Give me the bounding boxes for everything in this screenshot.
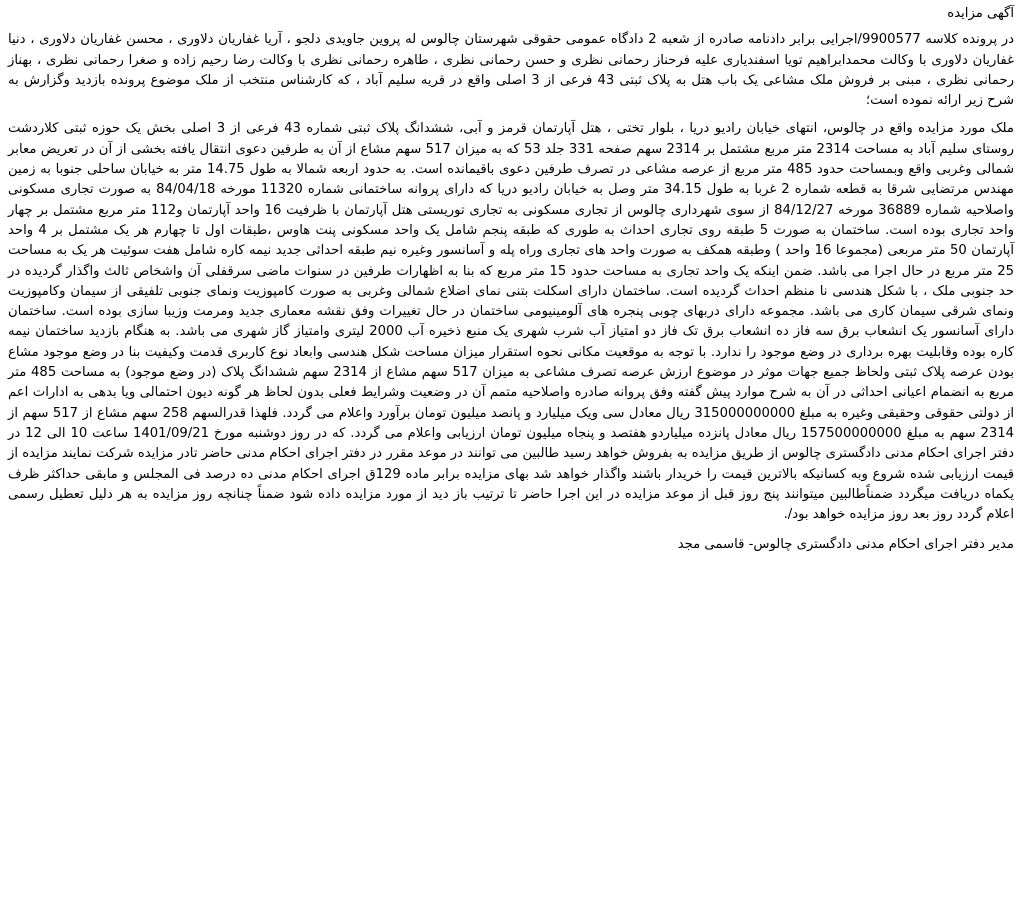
notice-paragraph-property-details: ملک مورد مزایده واقع در چالوس، انتهای خیابان رادیو دریا ، بلوار تختی ، هتل آپارتمان قرمز و آبی، ششدانگ پلاک ثبتی شماره 43 فرعی از 3 اصلی بخش یک حوزه ثبتی کلاردشت روستای سلیم آباد به مساحت 2314 متر مربع مشتمل بر 2314 سهم صفحه 331 جلد 53 که به میزان 517 سهم مشاع از آن به طرفین دعوی انتقال یافته بخشی از آن در تعریض معابر شمالی وغربی واقع وبمساحت حدود 485 متر مربع از عرصه مشاعی در تصرف طرفین دعوی باقیمانده است. به حدود اربعه شمالا به طول 14.75 متر به خیابان ساحلی جنوبا به زمین مهندس مرتضایی شرقا به قطعه شماره 2 غربا به طول 34.15 متر وصل به خیابان رادیو دریا که دارای پروانه ساختمانی شماره 11320 مورخه 84/04/18 به صورت تجاری مسکونی واصلاحیه شماره 36889 مورخه 84/12/27 از سوی شهرداری چالوس از تجاری مسکونی به تجاری توریستی هتل آپارتمان با ظرفیت 16 واحد آپارتمان و112 متر مربع مشتمل بر چهار واحد تجاری بوده است. ساختمان به صورت 5 طبقه روی تجاری احداث به طوری که طبقه پنجم شامل یک واحد مسکونی پنت هاوس ،طبقات اول تا چهارم هر یک مشتمل بر 4 واحد آپارتمان 50 متر مربعی (مجموعا 16 واحد ) وطبقه همکف به صورت واحد های تجاری وراه پله و آسانسور وغیره نیم طبقه احداثی جدید نیمه کاره شامل هفت سوئیت هر یک به مساحت 25 متر مربع در حال اجرا می باشد. ضمن اینکه یک واحد تجاری به مساحت حدود 15 متر مربع که بنا به اظهارات طرفین در سنوات ماضی سرقفلی آن واشخاص ثالث واگذار گردیده در حد جنوبی ملک ، با شکل هندسی نا منظم احداث گردیده است. ساختمان دارای اسکلت بتنی نمای اضلاع شمالی وغربی به صورت کامپوزیت ونمای جنوبی تلفیقی از سیمان وکامپوزیت ونمای شرقی سیمان کاری می باشد. مجموعه دارای دربهای چوبی پنجره های آلومینیومی ساختمان در حال تغییرات وفق نقشه معماری جدید ومرمت وزیبا سازی بوده است. ساختمان دارای آسانسور یک انشعاب برق سه فاز ده انشعاب برق تک فاز دو امتیاز آب شرب شهری یک منبع ذخیره آب 2000 لیتری وامتیاز گاز شهری می باشد. به هنگام بازدید ساختمان نیمه کاره بوده وقابلیت بهره برداری در وضع موجود را ندارد. با توجه به موقعیت مکانی نحوه استقرار میزان مساحت شکل هندسی وابعاد نوع کاربری قدمت وکیفیت بنا در وضع موجود مشاع بودن عرصه پلاک ثبتی ولحاظ جمیع جهات موثر در موضوع ارزش عرصه تصرف مشاعی به میزان 517 سهم مشاع از 2314 سهم ششدانگ پلاک (در وضع موجود) به مساحت 485 متر مربع به انضمام اعیانی احداثی در آن به شرح موارد پیش گفته وفق پروانه صادره واصلاحیه متمم آن در وضعیت وشرایط فعلی بدون لحاظ هر گونه دیون احتمالی ویا بدهی به ادارات اعم از دولتی حقوقی وحقیقی وغیره به مبلغ 315000000000 ریال معادل سی ویک میلیارد و پانصد میلیون تومان برآورد واعلام می گردد. فلهذا قدرالسهم 258 سهم مشاع از 517 سهم از 2314 سهم به مبلغ 157500000000 ریال معادل پانزده میلیاردو هفتصد و پنجاه میلیون تومان ارزیابی واعلام می گردد. که در روز دوشنبه مورخ 1401/09/21 ساعت 10 الی 12 در دفتر اجرای احکام مدنی دادگستری چالوس از طریق مزایده به بفروش خواهد رسید طالبین می توانند در موعد مقرر در دفتر اجرای احکام مدنی حاضر تادر مزایده شرکت نمایند مزایده از قیمت ارزیابی شده شروع وبه کسانیکه بالاترین قیمت را خریدار باشند واگذار خواهد شد بهای مزایده برابر ماده 129ق اجرای احکام مدنی ده درصد فی المجلس و مابقی حداکثر ظرف یکماه دریافت میگردد ضمناًطالبین میتوانند پنج روز قبل از موعد مزایده در این اجرا حاضر تا ترتیب باز دید از مورد مزایده داده شود ضمناً چنانچه روز مزایده به هر دلیل تعطیل رسمی اعلام گردد روز بعد روز مزایده خواهد بود/.: [8, 121, 1014, 523]
auction-notice: [4, 4, 1020, 804]
notice-paragraph-intro: در پرونده کلاسه 9900577/اجرایی برابر دادنامه صادره از شعبه 2 دادگاه عمومی حقوقی شهرستان چالوس له پروین جاویدی دلجو ، آریا غفاریان دلاوری ، محسن غفاریان دلاوری ، دنیا غفاریان دلاوری با وکالت محمدابراهیم تویا اسفندیاری علیه فرحناز رحمانی نظری و حسن رحمانی نظری ، طاهره رحمانی نظری با وکالت رضا رحیم زاده و صغرا رحمانی نظری ، بهناز رحمانی نظری ، مبنی بر فروش ملک مشاعی یک باب هتل به پلاک ثبتی 43 فرعی از 3 اصلی واقع در قریه سلیم آباد ، که کارشناس منتخب از ملک موضوع پرونده بازدید وگزارش به شرح زیر ارائه نموده است؛: [8, 32, 1015, 109]
notice-signature: مدیر دفتر اجرای احکام مدنی دادگستری چالوس- قاسمی مجد: [677, 537, 1014, 553]
notice-title: آگهی مزایده: [947, 6, 1014, 21]
